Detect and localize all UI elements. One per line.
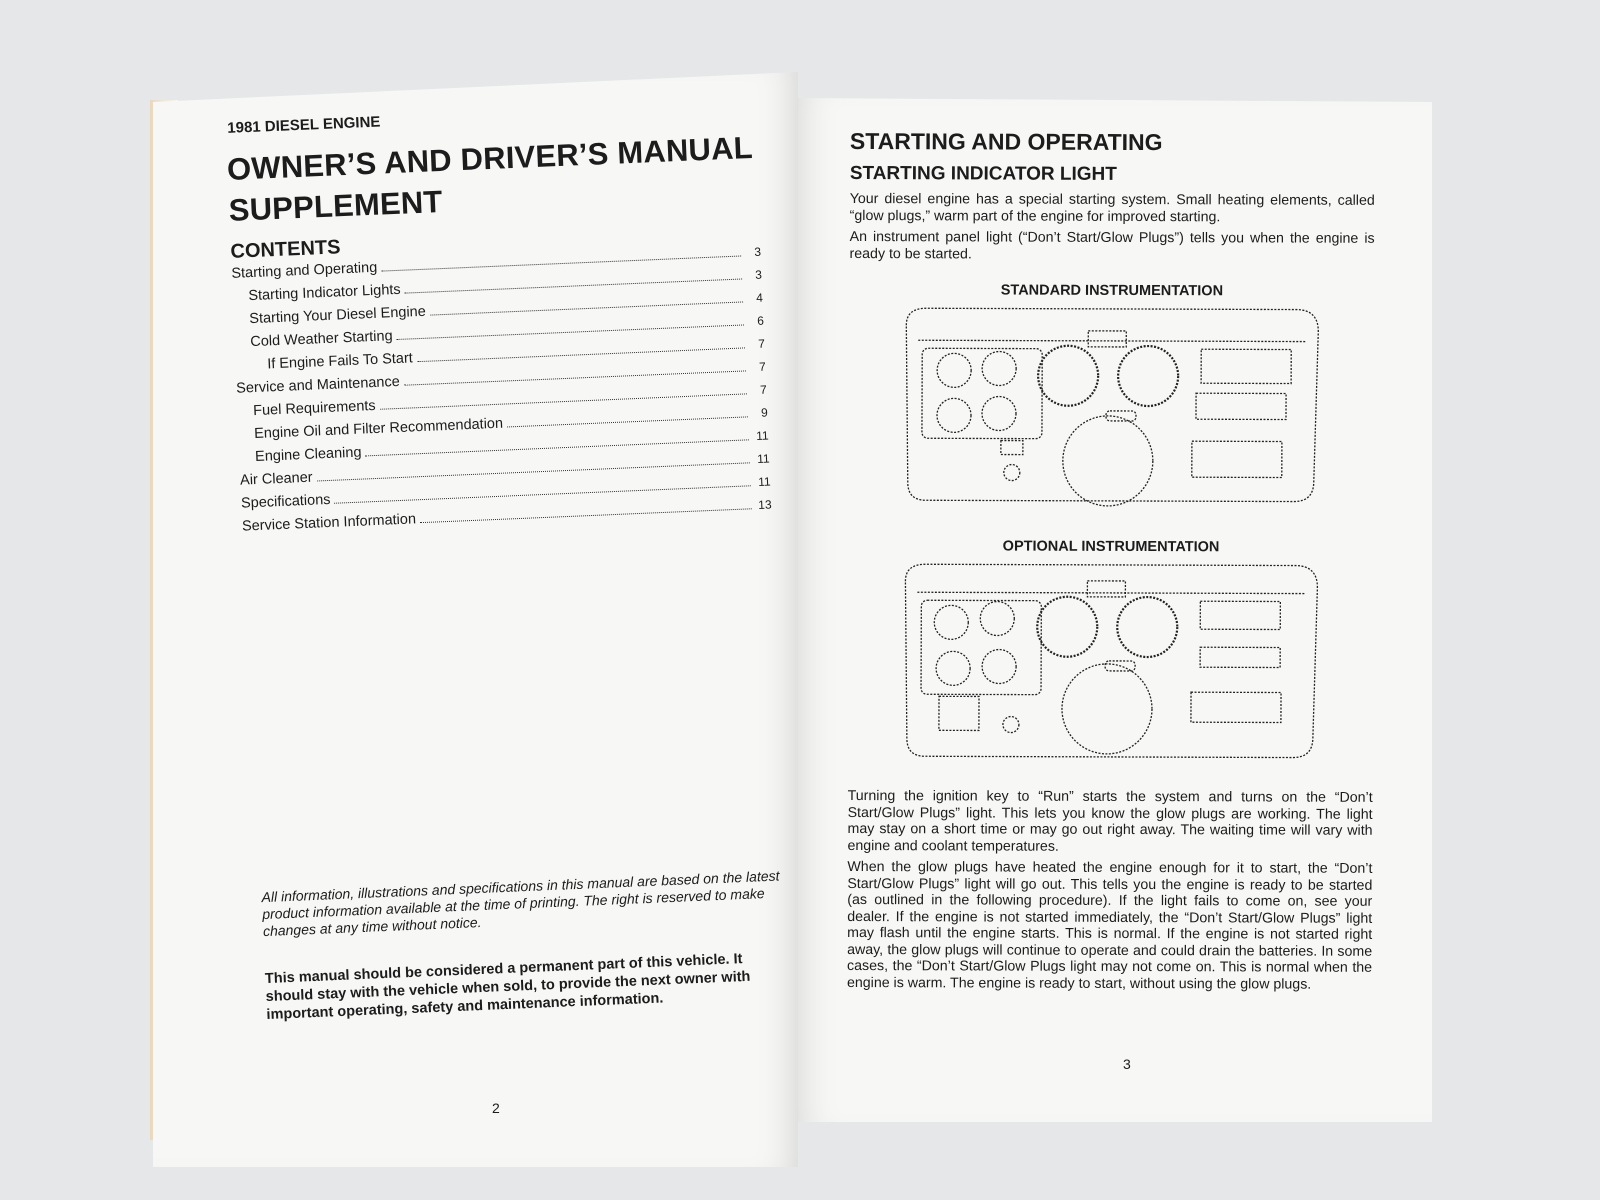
toc-leader bbox=[430, 301, 743, 315]
tachometer bbox=[1118, 346, 1178, 406]
gauge-oil bbox=[936, 651, 970, 685]
engine-subtitle: 1981 DIESEL ENGINE bbox=[226, 113, 381, 137]
toc-label: Service Station Information bbox=[241, 511, 417, 535]
gauge-temp bbox=[980, 601, 1014, 635]
indicator-paragraph: An instrument panel light (“Don’t Start/Glow Plugs”) tells you when the engine is ready to be started. bbox=[849, 228, 1375, 262]
manual-title-line2: SUPPLEMENT bbox=[228, 183, 444, 228]
toc-page-number: 3 bbox=[754, 267, 763, 282]
toc-label: Starting Indicator Lights bbox=[248, 281, 401, 305]
glow-plug-light bbox=[1088, 331, 1126, 347]
steering-wheel bbox=[1063, 416, 1153, 506]
speedometer bbox=[1038, 346, 1098, 406]
standard-instrumentation-label: STANDARD INSTRUMENTATION bbox=[1000, 282, 1224, 300]
toc-page-number: 3 bbox=[754, 244, 762, 259]
radio-unit bbox=[1201, 349, 1291, 383]
toc-page-number: 13 bbox=[757, 497, 772, 513]
toc-label: Service and Maintenance bbox=[235, 373, 401, 397]
toc-page-number: 11 bbox=[756, 451, 770, 467]
toc-label: Engine Oil and Filter Recommendation bbox=[253, 415, 504, 443]
optional-instrumentation-diagram bbox=[895, 556, 1326, 767]
table-of-contents bbox=[231, 244, 772, 542]
speedometer bbox=[1037, 597, 1097, 657]
manual-title-line1: OWNER’S AND DRIVER’S MANUAL bbox=[226, 129, 754, 187]
gauge-fuel bbox=[937, 353, 971, 387]
toc-page-number: 11 bbox=[755, 428, 769, 444]
section-title: STARTING AND OPERATING bbox=[849, 128, 1163, 156]
subsection-title: STARTING INDICATOR LIGHT bbox=[849, 162, 1117, 185]
toc-leader bbox=[404, 370, 746, 385]
gauge-temp bbox=[982, 351, 1016, 385]
toc-leader bbox=[420, 508, 752, 523]
steering-wheel bbox=[1062, 664, 1152, 754]
toc-label: Starting and Operating bbox=[231, 259, 378, 282]
toc-page-number: 7 bbox=[759, 382, 768, 397]
right-page-number: 3 bbox=[1123, 1056, 1131, 1072]
toc-label: If Engine Fails To Start bbox=[266, 350, 414, 373]
switch-panel bbox=[1001, 441, 1023, 455]
dash-trim-line bbox=[918, 340, 1306, 341]
toc-page-number: 4 bbox=[755, 290, 764, 305]
toc-label: Cold Weather Starting bbox=[249, 328, 393, 351]
toc-leader bbox=[405, 278, 742, 293]
toc-label: Engine Cleaning bbox=[254, 444, 362, 466]
gauge-volt bbox=[982, 649, 1016, 683]
ignition-switch bbox=[1004, 465, 1020, 481]
standard-instrumentation-diagram bbox=[896, 300, 1327, 511]
permanent-part-notice: This manual should be considered a permanent part of this vehicle. It should stay with the vehicle when sold, to provide the next owner with important operating, safety and maintenance information. bbox=[264, 951, 751, 1024]
tachometer bbox=[1117, 597, 1177, 657]
toc-leader bbox=[417, 347, 745, 362]
toc-page-number: 7 bbox=[757, 336, 766, 351]
gauge-fuel bbox=[934, 605, 968, 639]
radio-unit bbox=[1200, 601, 1280, 629]
glow-plug-light bbox=[1087, 581, 1125, 597]
left-page-number: 2 bbox=[492, 1100, 500, 1116]
climate-control bbox=[1196, 393, 1286, 419]
toc-page-number: 11 bbox=[757, 474, 771, 489]
glove-box bbox=[1192, 441, 1282, 477]
toc-label: Fuel Requirements bbox=[252, 397, 376, 420]
ignition-paragraph: Turning the ignition key to “Run” starts the system and turns on the “Don’t Start/Glow Plugs” light. This lets you know the glow plugs are working. The light may stay on a short time or may go out right away. The waiting time will vary with engine and coolant temperatures. bbox=[847, 787, 1373, 855]
dash-trim-line bbox=[917, 592, 1305, 593]
gauge-volt bbox=[982, 396, 1016, 430]
glow-plug-paragraph: When the glow plugs have heated the engine enough for it to start, the “Don’t Start/Glow Plugs” light will go out. This tells you the engine is ready to be started (as outlined in the following procedure). If the light fails to come on, see your dealer. If the engine is not started immediately, the “Don’t Start/Glow Plugs” light may flash until the engine starts. This is normal. If the engine is not started right away, the glow plugs will continue to operate and could drain the batteries. In some cases, the “Don’t Start/Glow Plugs light may not come on. This is normal when the engine is warm. The engine is ready to start, without using the glow plugs. bbox=[846, 858, 1373, 993]
toc-page-number: 7 bbox=[758, 359, 767, 374]
toc-label: Air Cleaner bbox=[239, 469, 313, 489]
glove-box bbox=[1191, 692, 1281, 722]
toc-page-number: 9 bbox=[760, 405, 769, 420]
intro-paragraph: Your diesel engine has a special starting system. Small heating elements, called “glow plugs,” warm part of the engine for improved starting. bbox=[849, 190, 1375, 225]
toc-label: Starting Your Diesel Engine bbox=[249, 303, 427, 328]
switch-panel bbox=[939, 696, 979, 730]
optional-instrumentation-label: OPTIONAL INSTRUMENTATION bbox=[1002, 538, 1220, 556]
disclaimer-notice: All information, illustrations and specifications in this manual are based on the latest product information available at the time of printing. The right is reserved to make changes at any time without notice. bbox=[261, 867, 780, 940]
toc-leader bbox=[507, 416, 748, 427]
gauge-oil bbox=[937, 398, 971, 432]
right-page-content bbox=[847, 128, 1375, 998]
ignition-switch bbox=[1003, 717, 1019, 733]
climate-control bbox=[1200, 647, 1280, 667]
toc-label: Specifications bbox=[240, 491, 331, 512]
toc-page-number: 6 bbox=[756, 313, 765, 328]
contents-heading: CONTENTS bbox=[230, 236, 341, 263]
left-page-content bbox=[225, 98, 792, 1024]
